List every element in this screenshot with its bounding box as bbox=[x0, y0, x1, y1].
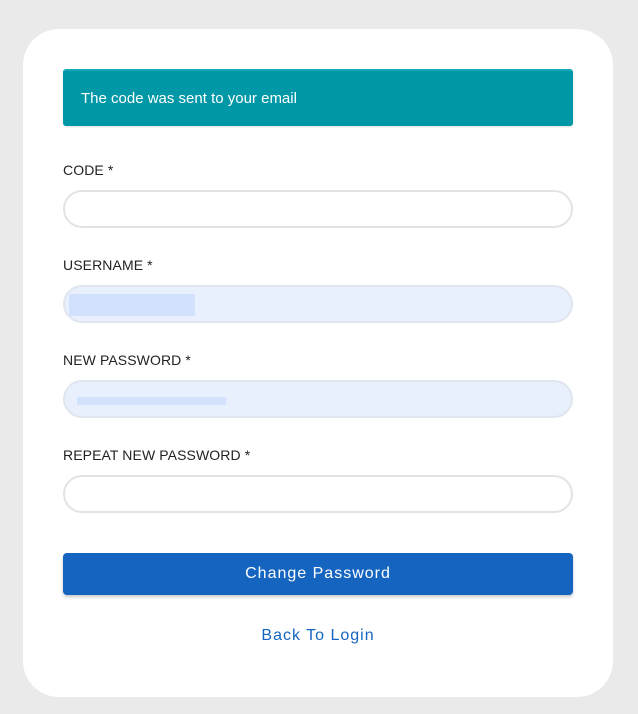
username-field-wrapper bbox=[63, 285, 573, 323]
back-to-login-link[interactable]: Back To Login bbox=[261, 627, 375, 644]
repeat-password-label: REPEAT NEW PASSWORD * bbox=[63, 447, 251, 463]
repeat-password-field-wrapper bbox=[63, 475, 573, 513]
new-password-field-wrapper bbox=[63, 380, 573, 418]
username-label: USERNAME * bbox=[63, 257, 153, 273]
code-label: CODE * bbox=[63, 162, 114, 178]
change-password-card bbox=[23, 29, 613, 697]
repeat-password-input[interactable] bbox=[65, 477, 571, 511]
password-redaction bbox=[77, 397, 226, 405]
info-alert bbox=[63, 69, 573, 126]
change-password-button[interactable]: Change Password bbox=[63, 553, 573, 595]
new-password-label: NEW PASSWORD * bbox=[63, 352, 191, 368]
username-redaction bbox=[69, 294, 195, 316]
code-field-wrapper bbox=[63, 190, 573, 228]
code-input[interactable] bbox=[65, 192, 571, 226]
alert-message: The code was sent to your email bbox=[81, 90, 297, 107]
